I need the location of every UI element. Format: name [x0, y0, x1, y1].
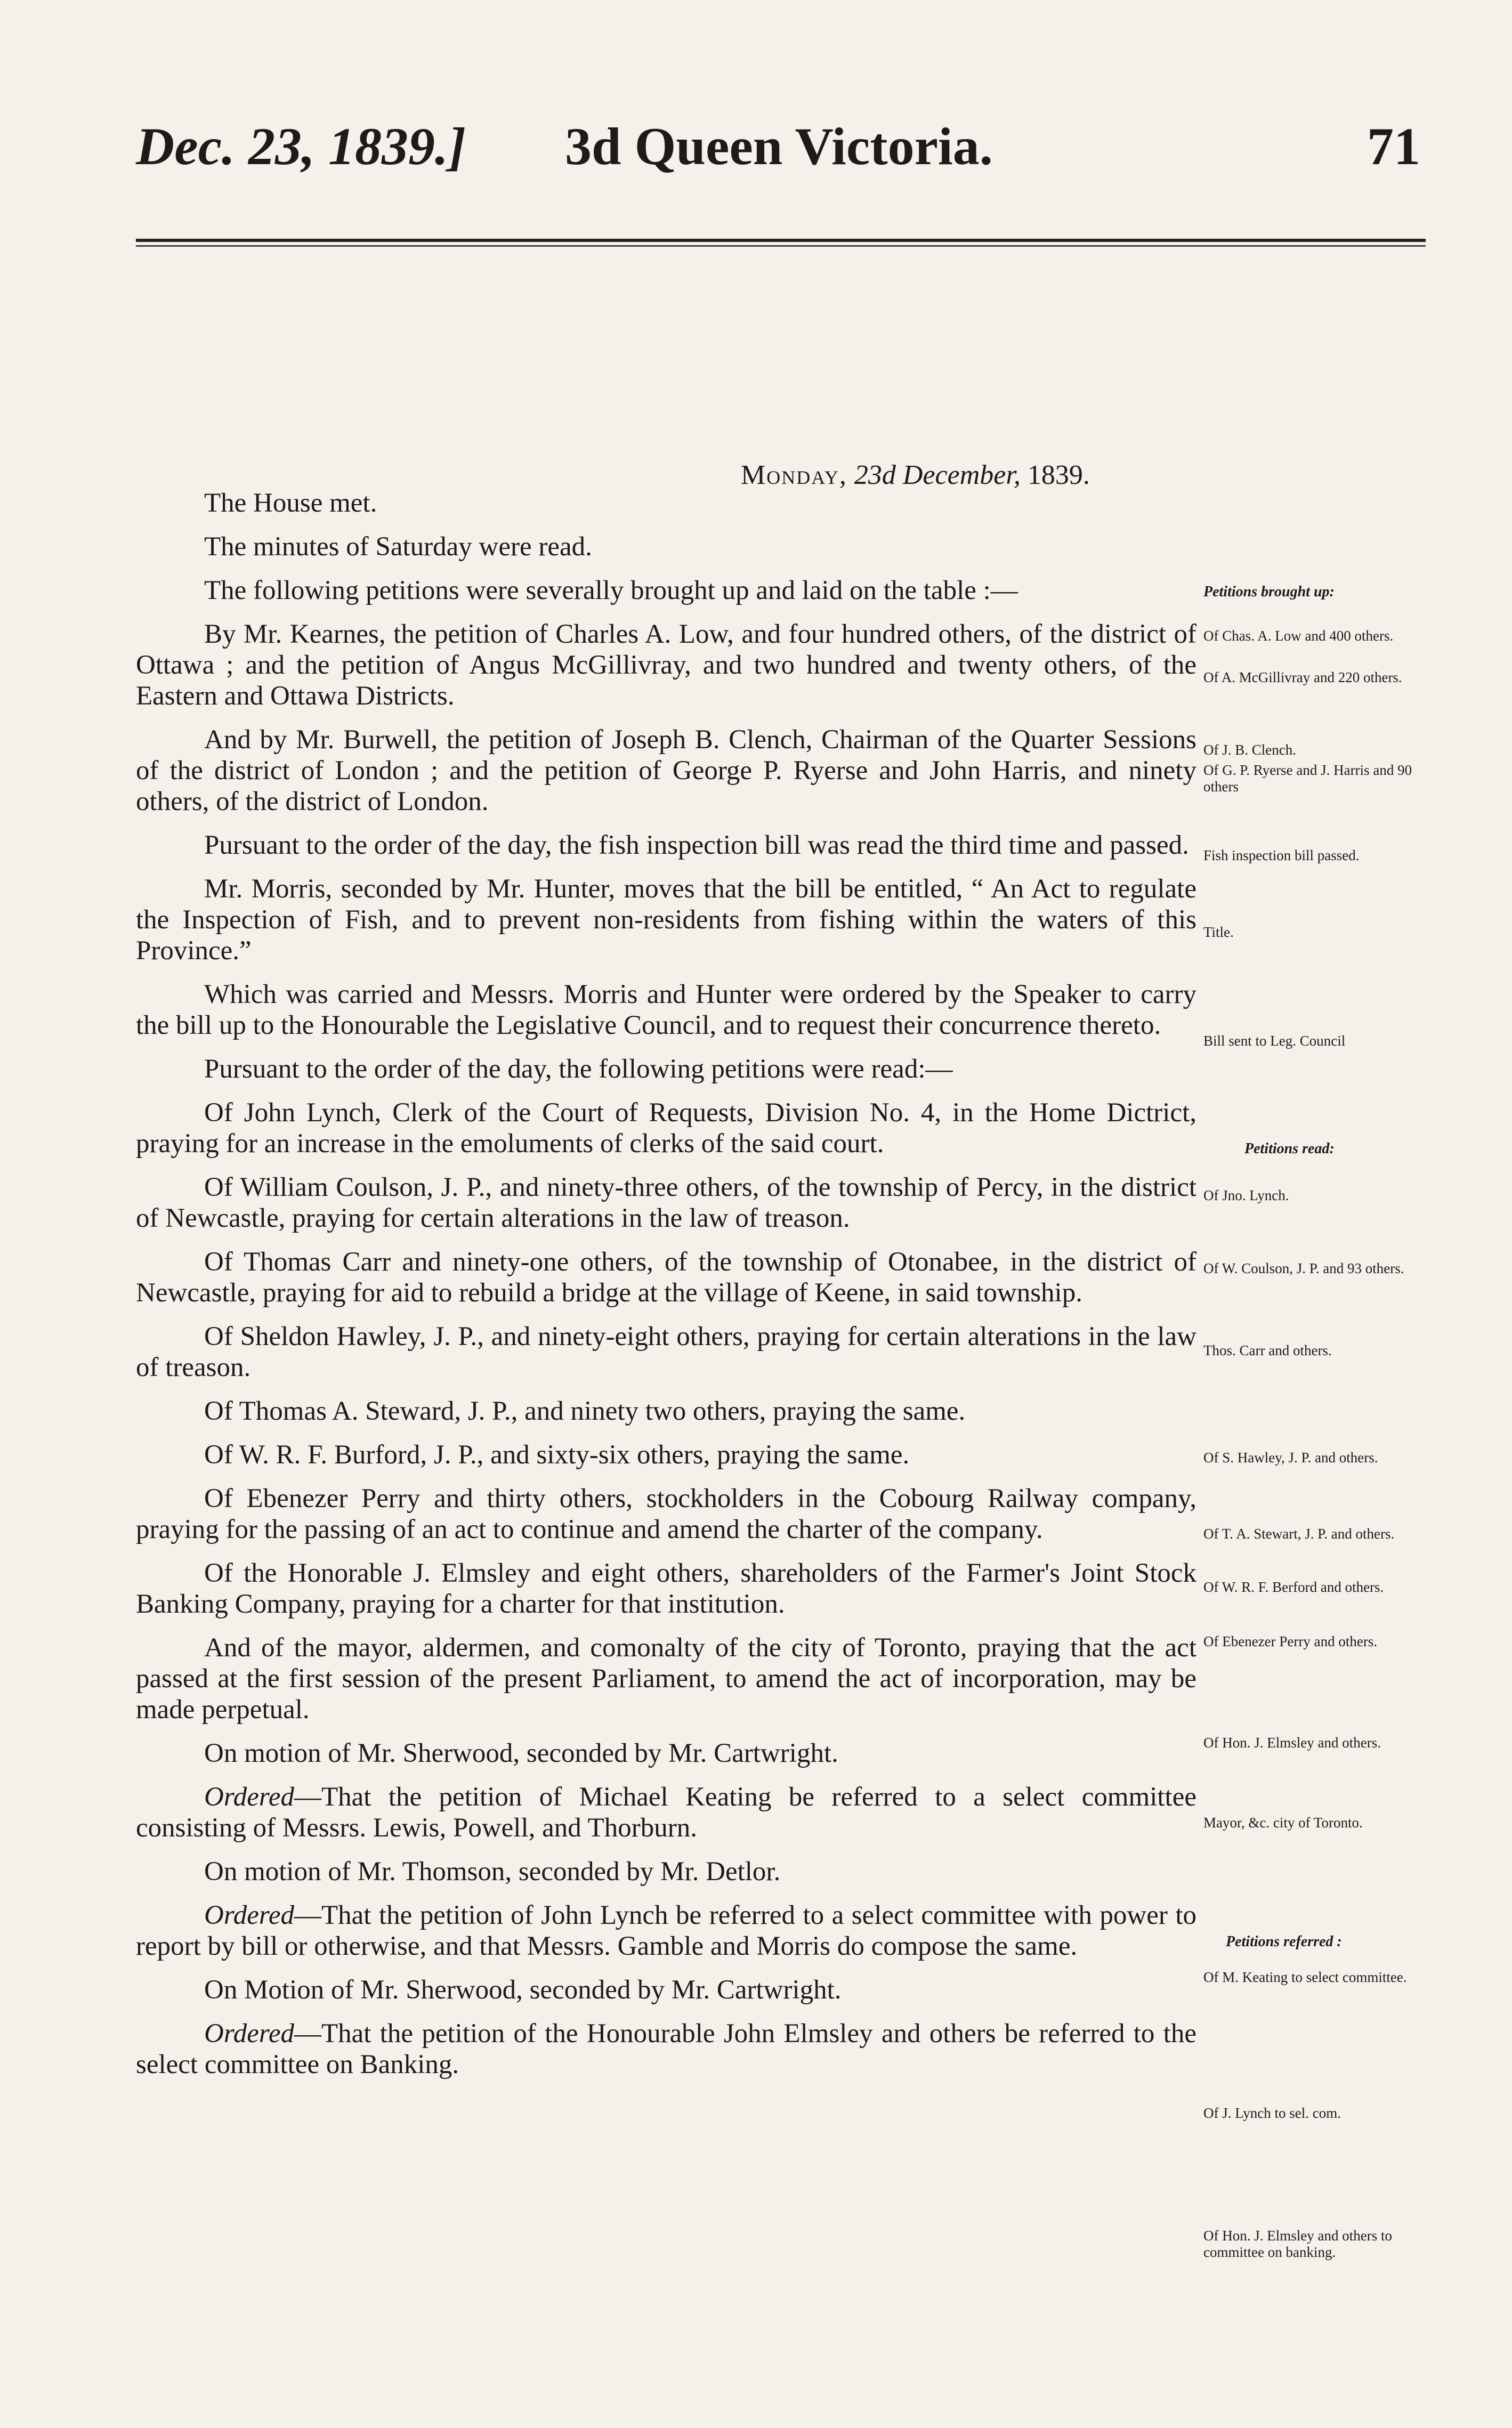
proceedings-body [136, 488, 1196, 2093]
dateline-date: 23d December, [854, 460, 1021, 490]
margin-note: Of J. Lynch to sel. com. [1203, 2105, 1341, 2121]
ordered-paragraph [136, 2018, 1196, 2080]
ordered-label: Ordered [204, 1900, 295, 1930]
margin-note: Title. [1203, 924, 1234, 940]
margin-note: Of Chas. A. Low and 400 others. [1203, 628, 1394, 644]
header-rule [136, 239, 1426, 242]
margin-note: Of T. A. Stewart, J. P. and others. [1203, 1526, 1395, 1542]
paragraph: Of John Lynch, Clerk of the Court of Requests, Division No. 4, in the Home Dictrict, praying for an increase in the emoluments of clerks of the said court. [136, 1098, 1196, 1159]
paragraph: The House met. [204, 488, 377, 518]
paragraph: Of Sheldon Hawley, J. P., and ninety-eight others, praying for certain alterations in the law of treason. [136, 1322, 1196, 1382]
margin-note: Of A. McGillivray and 220 others. [1203, 669, 1402, 685]
ordered-label: Ordered [204, 1782, 295, 1812]
margin-note: Petitions read: [1244, 1140, 1335, 1157]
margin-note: Of W. Coulson, J. P. and 93 others. [1203, 1260, 1404, 1276]
page-number: 71 [1367, 117, 1420, 176]
ordered-label: Ordered [204, 2019, 295, 2049]
paragraph: Of Ebenezer Perry and thirty others, stockholders in the Cobourg Railway company, praying for the passing of an act to continue and amend the charter of the company. [136, 1484, 1196, 1544]
margin-note: Of Jno. Lynch. [1203, 1187, 1289, 1203]
margin-note: Of M. Keating to select committee. [1203, 1969, 1407, 1985]
paragraph: On motion of Mr. Thomson, seconded by Mr. Detlor. [204, 1857, 781, 1887]
margin-note: Petitions referred : [1226, 1933, 1342, 1950]
header-rule-thin [136, 245, 1426, 247]
margin-note: Mayor, &c. city of Toronto. [1203, 1815, 1363, 1831]
paragraph: The minutes of Saturday were read. [204, 532, 592, 562]
paragraph: Of the Honorable J. Elmsley and eight others, shareholders of the Farmer's Joint Stock Banking Company, praying for a charter for that institution. [136, 1558, 1196, 1619]
paragraph: Of W. R. F. Burford, J. P., and sixty-six others, praying the same. [204, 1440, 910, 1470]
margin-note: Of Hon. J. Elmsley and others to committee on banking. [1203, 2228, 1392, 2260]
session-dateline [741, 459, 1090, 491]
margin-note: Bill sent to Leg. Council [1203, 1033, 1346, 1049]
margin-note: Of G. P. Ryerse and J. Harris and 90 others [1203, 762, 1412, 795]
header-date: Dec. 23, 1839.] [136, 117, 466, 176]
ordered-text: —That the petition of Michael Keating be referred to a select committee consisting of Messrs. Lewis, Powell, and Thorburn. [136, 1782, 1196, 1843]
margin-note: Of S. Hawley, J. P. and others. [1203, 1450, 1378, 1466]
paragraph: By Mr. Kearnes, the petition of Charles A. Low, and four hundred others, of the district of Ottawa ; and the petition of Angus McGillivray, and two hundred and twenty others, of the Eastern and Ottawa Districts. [136, 619, 1196, 711]
dateline-year: 1839. [1027, 460, 1090, 490]
paragraph: Mr. Morris, seconded by Mr. Hunter, moves that the bill be entitled, “ An Act to regulate the Inspection of Fish, and to prevent non-residents from fishing within the waters of this Province.” [136, 874, 1196, 966]
paragraph: Pursuant to the order of the day, the fish inspection bill was read the third time and passed. [204, 830, 1189, 860]
ordered-text: —That the petition of John Lynch be referred to a select committee with power to report by bill or otherwise, and that Messrs. Gamble and Morris do compose the same. [136, 1900, 1196, 1961]
paragraph: Of William Coulson, J. P., and ninety-three others, of the township of Percy, in the district of Newcastle, praying for certain alterations in the law of treason. [136, 1172, 1196, 1233]
paragraph: Of Thomas Carr and ninety-one others, of the township of Otonabee, in the district of Newcastle, praying for aid to rebuild a bridge at the village of Keene, in said township. [136, 1247, 1196, 1308]
paragraph: On motion of Mr. Sherwood, seconded by Mr. Cartwright. [204, 1738, 838, 1768]
margin-note: Of W. R. F. Berford and others. [1203, 1579, 1384, 1595]
ordered-paragraph [136, 1900, 1196, 1962]
ordered-paragraph [136, 1782, 1196, 1843]
paragraph: The following petitions were severally brought up and laid on the table :— [204, 576, 1018, 605]
paragraph: Of Thomas A. Steward, J. P., and ninety two others, praying the same. [204, 1396, 966, 1426]
margin-note: Of J. B. Clench. [1203, 742, 1296, 758]
margin-note: Petitions brought up: [1203, 584, 1335, 600]
paragraph: And of the mayor, aldermen, and comonalty of the city of Toronto, praying that the act passed at the first session of the present Parliament, to amend the act of incorporation, may be made perpetual. [136, 1633, 1196, 1725]
margin-note: Thos. Carr and others. [1203, 1342, 1332, 1358]
paragraph: Pursuant to the order of the day, the following petitions were read:— [204, 1054, 953, 1084]
paragraph: Which was carried and Messrs. Morris and Hunter were ordered by the Speaker to carry the bill up to the Honourable the Legislative Council, and to request their concurrence thereto. [136, 980, 1196, 1040]
margin-note: Of Ebenezer Perry and others. [1203, 1633, 1378, 1649]
ordered-text: —That the petition of the Honourable John Elmsley and others be referred to the select committee on Banking. [136, 2019, 1196, 2079]
dateline-day: Monday, [741, 460, 847, 490]
header-title: 3d Queen Victoria. [565, 117, 993, 176]
margin-note: Fish inspection bill passed. [1203, 847, 1360, 863]
margin-note: Of Hon. J. Elmsley and others. [1203, 1735, 1381, 1751]
paragraph: And by Mr. Burwell, the petition of Joseph B. Clench, Chairman of the Quarter Sessions of the district of London ; and the petition of George P. Ryerse and John Harris, and ninety others, of the district of London. [136, 725, 1196, 816]
paragraph: On Motion of Mr. Sherwood, seconded by Mr. Cartwright. [204, 1975, 842, 2005]
